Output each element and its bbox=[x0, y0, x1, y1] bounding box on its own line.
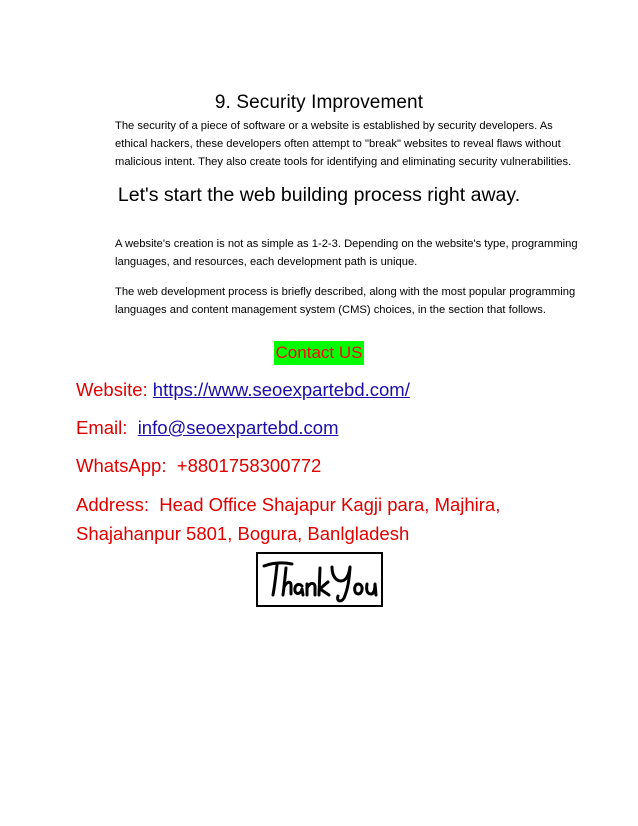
email-link[interactable]: info@seoexpartebd.com bbox=[137, 417, 339, 438]
security-paragraph: The security of a piece of software or a website is established by security developers. As ethical hackers, these developers often attempt to "break" websites to reveal flaws without malicious intent. They also create tools for identifying and eliminating security vulnerabilities. bbox=[115, 120, 572, 168]
contact-heading-wrap bbox=[0, 341, 638, 365]
website-label: Website: bbox=[76, 379, 148, 400]
thank-you-image bbox=[256, 552, 383, 607]
website-line bbox=[76, 376, 410, 404]
intro-paragraph-1: A website's creation is not as simple as 1-2-3. Depending on the website's type, programming languages, and resources, each development path is unique. bbox=[115, 238, 578, 268]
website-link[interactable]: https://www.seoexpartebd.com/ bbox=[152, 379, 410, 400]
whatsapp-line bbox=[76, 452, 321, 480]
thank-you-handwriting-icon bbox=[258, 554, 381, 605]
address-value: Head Office Shajapur Kagji para, Majhira, Shajahanpur 5801, Bogura, Banlgladesh bbox=[76, 494, 501, 544]
address-line bbox=[76, 490, 596, 548]
email-label: Email: bbox=[76, 417, 128, 438]
intro-paragraph-2: The web development process is briefly described, along with the most popular programming languages and content management system (CMS) choices, in the section that follows. bbox=[115, 286, 576, 316]
contact-heading: Contact US bbox=[274, 341, 365, 365]
whatsapp-number: +8801758300772 bbox=[176, 455, 322, 476]
address-label: Address: bbox=[76, 494, 150, 515]
email-line bbox=[76, 414, 339, 442]
whatsapp-label: WhatsApp: bbox=[76, 455, 167, 476]
intro-heading: Let's start the web building process right away. bbox=[117, 184, 521, 206]
section-title: 9. Security Improvement bbox=[214, 92, 424, 113]
